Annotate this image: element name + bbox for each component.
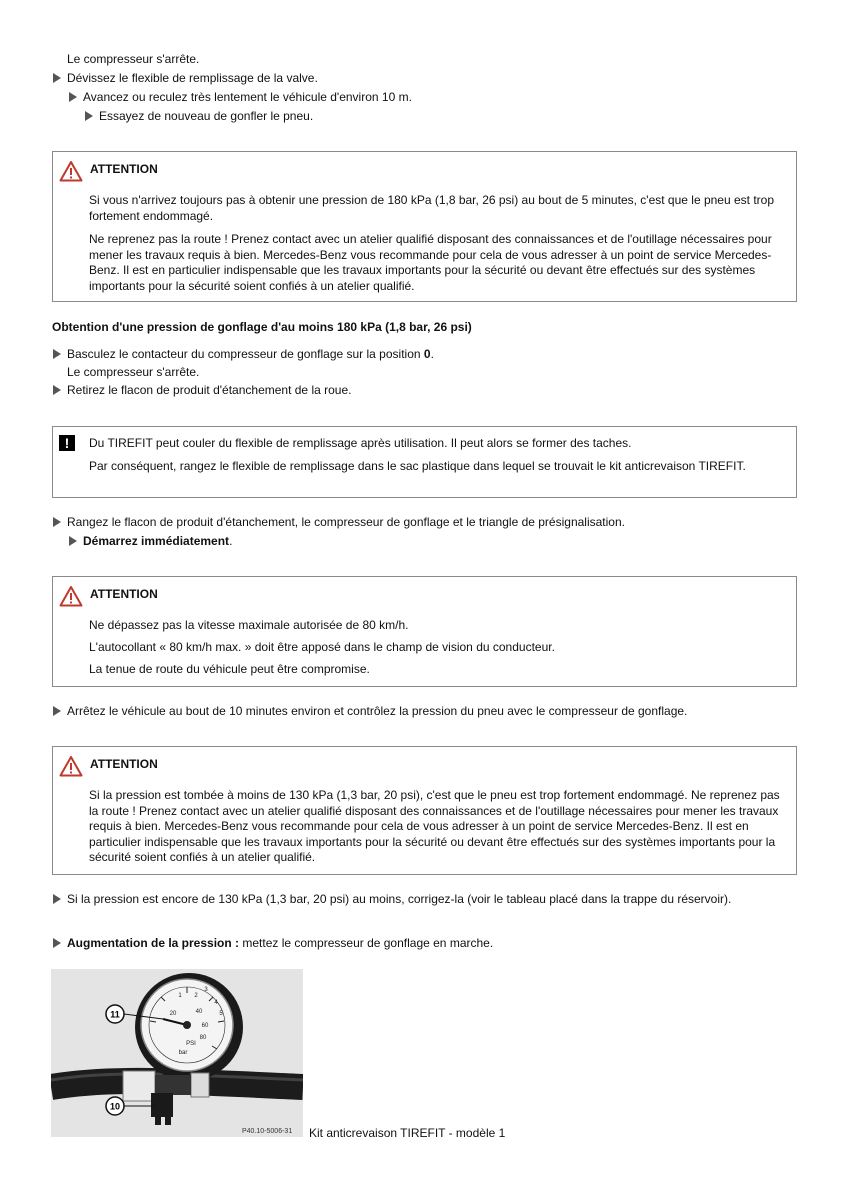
- gauge-label: bar: [178, 1050, 188, 1056]
- warning-triangle-icon: [59, 160, 83, 182]
- warning-triangle-icon: [59, 585, 83, 607]
- step-item: Dévissez le flexible de remplissage de la valve.: [53, 71, 318, 86]
- gauge-label: 20: [169, 1011, 177, 1017]
- warning-paragraph: Ne reprenez pas la route ! Prenez contact avec un atelier qualifié disposant des connaissances et de l'outillage nécessaires pour mener les travaux requis à bien. Mercedes-Benz vous recommande pour cela de vous adresser à un point de service Mercedes-Benz. Il est en particulier indispensable que les travaux importants pour la sécurité ou devant être effectués sur des systèmes importants pour la sécurité soient confiés à un atelier qualifié.: [89, 232, 772, 293]
- warning-box: [52, 151, 797, 302]
- gauge-label: 4: [214, 1000, 218, 1006]
- step-item: Arrêtez le véhicule au bout de 10 minutes environ et contrôlez la pression du pneu avec le compresseur de gonflage.: [53, 704, 687, 719]
- triangle-right-icon: [69, 92, 77, 102]
- warning-paragraph: Ne dépassez pas la vitesse maximale autorisée de 80 km/h.: [89, 618, 409, 632]
- gauge-label: PSI: [186, 1041, 196, 1047]
- step-item: Démarrez immédiatement.: [69, 534, 232, 549]
- triangle-right-icon: [53, 894, 61, 904]
- step-item: Essayez de nouveau de gonfler le pneu.: [85, 109, 313, 124]
- step-item: Avancez ou reculez très lentement le véhicule d'environ 10 m.: [69, 90, 412, 105]
- warning-title: ATTENTION: [90, 757, 158, 771]
- warning-paragraph: La tenue de route du véhicule peut être compromise.: [89, 662, 370, 676]
- gauge-label: 3: [204, 987, 208, 993]
- warning-title: ATTENTION: [90, 587, 158, 601]
- warning-box: [52, 746, 797, 875]
- notice-paragraph: Par conséquent, rangez le flexible de remplissage dans le sac plastique dans lequel se trouvait le kit anticrevaison TIREFIT.: [89, 459, 746, 473]
- step-item: Augmentation de la pression : mettez le compresseur de gonflage en marche.: [53, 936, 493, 951]
- exclamation-square-icon: !: [59, 435, 75, 451]
- warning-paragraph: Si la pression est tombée à moins de 130 kPa (1,3 bar, 20 psi), c'est que le pneu est trop fortement endommagé. Ne reprenez pas la route ! Prenez contact avec un atelier qualifié disposant des connaissances et de l'outillage nécessaires pour mener les travaux requis à bien. Mercedes-Benz vous recommande pour cela de vous adresser à un point de service Mercedes-Benz. Il est en particulier indispensable que les travaux importants pour la sécurité ou devant être effectués sur des systèmes importants pour la sécurité soient confiés à un atelier qualifié.: [89, 788, 780, 864]
- notice-paragraph: Du TIREFIT peut couler du flexible de remplissage après utilisation. Il peut alors se former des taches.: [89, 436, 632, 450]
- gauge-label: 40: [195, 1009, 203, 1015]
- warning-title: ATTENTION: [90, 162, 158, 176]
- gauge-label: 60: [201, 1023, 209, 1029]
- pressure-gauge-illustration: [51, 969, 303, 1137]
- step-status-text: Le compresseur s'arrête.: [67, 365, 200, 379]
- triangle-right-icon: [53, 706, 61, 716]
- step-item: Si la pression est encore de 130 kPa (1,3 bar, 20 psi) au moins, corrigez-la (voir le tableau placé dans la trappe du réservoir).: [53, 892, 731, 907]
- warning-paragraph: L'autocollant « 80 km/h max. » doit être apposé dans le champ de vision du conducteur.: [89, 640, 555, 654]
- notice-box: [52, 426, 797, 498]
- triangle-right-icon: [53, 73, 61, 83]
- gauge-label: 1: [178, 993, 182, 999]
- tirefit-gauge-figure: [51, 969, 303, 1137]
- triangle-right-icon: [53, 385, 61, 395]
- triangle-right-icon: [53, 517, 61, 527]
- gauge-label: 80: [199, 1035, 207, 1041]
- gauge-label: 5: [219, 1011, 223, 1017]
- figure-caption: Kit anticrevaison TIREFIT - modèle 1: [309, 1126, 506, 1140]
- step-item: Retirez le flacon de produit d'étanchement de la roue.: [53, 383, 351, 398]
- triangle-right-icon: [85, 111, 93, 121]
- warning-triangle-icon: [59, 755, 83, 777]
- step-status-text: Le compresseur s'arrête.: [67, 52, 200, 66]
- warning-box: [52, 576, 797, 687]
- step-item: Basculez le contacteur du compresseur de gonflage sur la position 0.: [53, 347, 434, 362]
- section-heading: Obtention d'une pression de gonflage d'au moins 180 kPa (1,8 bar, 26 psi): [52, 320, 472, 334]
- callout-label: 10: [109, 1101, 121, 1112]
- triangle-right-icon: [69, 536, 77, 546]
- gauge-label: 2: [194, 993, 198, 999]
- warning-paragraph: Si vous n'arrivez toujours pas à obtenir une pression de 180 kPa (1,8 bar, 26 psi) au bout de 5 minutes, c'est que le pneu est trop fortement endommagé.: [89, 193, 774, 223]
- triangle-right-icon: [53, 349, 61, 359]
- callout-label: 11: [110, 1009, 120, 1020]
- step-item: Rangez le flacon de produit d'étanchement, le compresseur de gonflage et le triangle de présignalisation.: [53, 515, 625, 530]
- figure-code: P40.10-5006-31: [242, 1128, 293, 1135]
- triangle-right-icon: [53, 938, 61, 948]
